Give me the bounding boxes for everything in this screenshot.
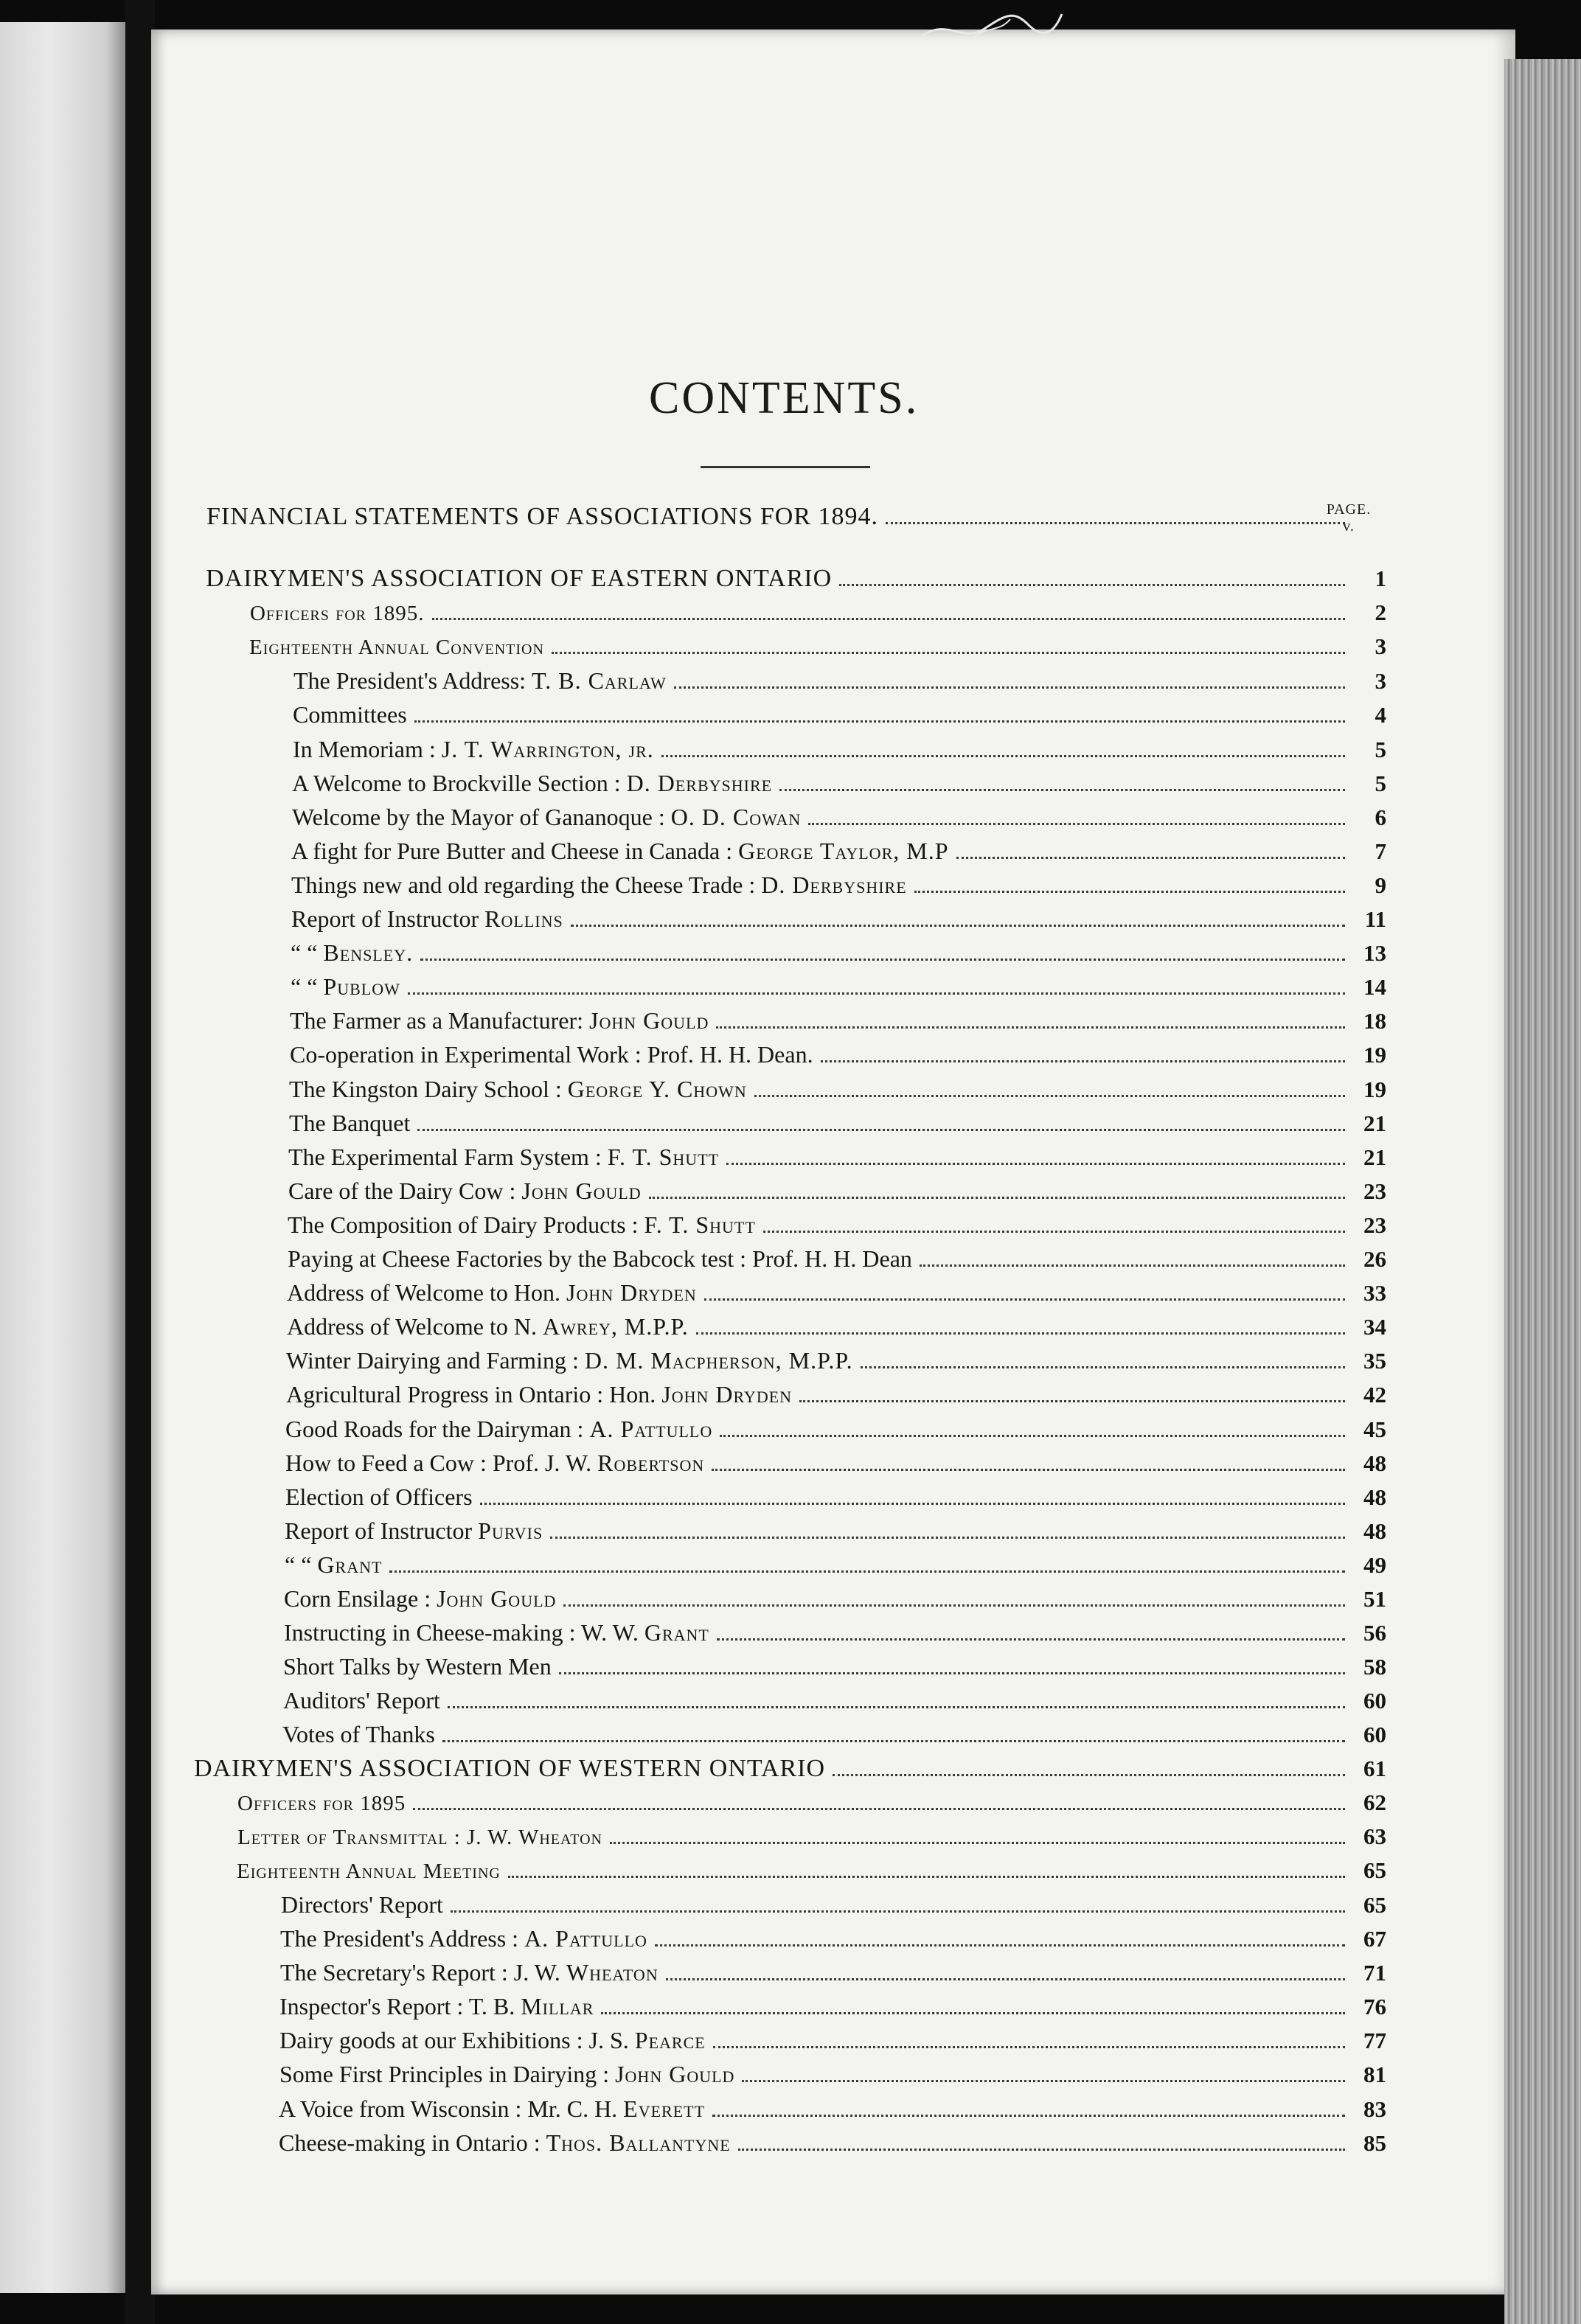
toc-entry-page: 62 xyxy=(1363,1789,1386,1815)
toc-entry-author: Everett xyxy=(623,2095,706,2122)
toc-entry xyxy=(194,1752,1386,1786)
toc-entry-page: 63 xyxy=(1363,1823,1386,1849)
toc-entry-title xyxy=(286,1343,853,1377)
toc-entry xyxy=(279,2057,1386,2091)
book-gutter xyxy=(125,0,155,2324)
toc-entry-author: Bensley. xyxy=(323,939,414,967)
toc-entry-title xyxy=(237,1854,501,1888)
toc-entry-heading: Report of Instructor xyxy=(285,1517,479,1544)
toc-entry-title xyxy=(288,1140,719,1174)
toc-entry-page: 61 xyxy=(1363,1755,1386,1781)
toc-entry-title xyxy=(293,664,667,697)
page-title: CONTENTS. xyxy=(649,373,920,423)
toc-entry-page: 4 xyxy=(1375,702,1386,728)
toc-entry xyxy=(249,630,1386,664)
toc-entry-heading: The President's Address : xyxy=(280,1925,525,1952)
toc-entry-page: 23 xyxy=(1363,1177,1386,1204)
toc-entry-heading: Committees xyxy=(293,701,407,728)
toc-entry xyxy=(285,1514,1386,1548)
toc-entry xyxy=(292,766,1386,800)
dot-leader xyxy=(920,1264,1345,1267)
dot-leader xyxy=(716,1026,1345,1029)
toc-entry-heading: The Secretary's Report : J. W. xyxy=(280,1959,566,1986)
toc-entry xyxy=(291,902,1386,936)
toc-entry-title xyxy=(281,1888,443,1921)
toc-entry-heading: Instructing in Cheese-making : W. W. xyxy=(284,1619,644,1646)
toc-entry-title xyxy=(287,1309,689,1343)
toc-entry-heading: Report of Instructor xyxy=(291,905,485,932)
toc-entry-author: O. D. Cowan xyxy=(670,803,802,830)
toc-entry-heading: A fight for Pure Butter and Cheese in Canada : xyxy=(291,837,739,864)
page-edges xyxy=(1504,59,1581,2324)
toc-entry xyxy=(292,800,1386,834)
toc-entry-title xyxy=(288,1174,642,1208)
toc-entry-title xyxy=(279,2126,731,2160)
toc-entry-page: 83 xyxy=(1363,2095,1386,2122)
toc-entry-title xyxy=(206,562,832,596)
toc-entry xyxy=(279,2023,1386,2057)
page-label: PAGE. xyxy=(1326,501,1372,518)
dot-leader xyxy=(408,992,1345,995)
toc-entry-page: 18 xyxy=(1363,1008,1386,1034)
dot-leader xyxy=(833,1774,1345,1776)
toc-entry xyxy=(280,1955,1386,1989)
dot-leader xyxy=(717,1638,1345,1641)
toc-entry-author: T. B. Carlaw xyxy=(532,667,667,695)
toc-entry-page: 2 xyxy=(1375,599,1386,626)
facing-page-edge xyxy=(0,22,125,2293)
toc-entry-page: 5 xyxy=(1375,736,1386,762)
toc-entry-heading: Welcome by the Mayor of Gananoque : xyxy=(292,803,671,830)
toc-entry-heading: Officers for 1895 xyxy=(237,1791,406,1815)
toc-entry-page: 7 xyxy=(1375,838,1386,864)
toc-entry-heading: Letter of Transmittal : J. W. Wheaton xyxy=(237,1825,602,1849)
toc-entry-page: 33 xyxy=(1363,1280,1386,1307)
toc-entry-author: John Gould xyxy=(589,1007,709,1034)
toc-entry-heading: Address of Welcome to Hon. xyxy=(287,1279,566,1307)
toc-entry-heading: Inspector's Report : T. B. xyxy=(279,1993,521,2020)
toc-entry-page: 48 xyxy=(1363,1483,1386,1510)
dot-leader xyxy=(726,1163,1345,1165)
toc-entry-author: Grant xyxy=(644,1619,709,1646)
toc-entry-page: 45 xyxy=(1363,1416,1386,1442)
toc-entry xyxy=(237,1786,1386,1820)
dot-leader xyxy=(420,959,1345,961)
toc-entry-page: 65 xyxy=(1363,1891,1386,1918)
toc-entry-page: 51 xyxy=(1363,1586,1386,1612)
toc-entry-page: 19 xyxy=(1363,1076,1386,1102)
toc-entry xyxy=(288,1174,1386,1208)
toc-entry-heading: Election of Officers xyxy=(285,1483,473,1510)
dot-leader xyxy=(601,2012,1345,2014)
toc-entry-author: Millar xyxy=(521,1993,594,2020)
toc-entry-heading: Co-operation in Experimental Work : Prof. H. H. Dean. xyxy=(290,1041,813,1068)
toc-entry xyxy=(250,596,1386,630)
toc-entry-heading: The Farmer as a Manufacturer: xyxy=(290,1007,590,1034)
toc-entry-title xyxy=(288,1208,756,1242)
toc-entry-title xyxy=(285,1480,473,1514)
toc-entry-author: J. T. Warrington, jr. xyxy=(441,735,654,762)
toc-entry-author: John Dryden xyxy=(661,1381,793,1408)
toc-entry-author: D. M. Macpherson, M.P.P. xyxy=(584,1347,853,1374)
toc-entry-page: 48 xyxy=(1363,1517,1386,1544)
dot-leader xyxy=(508,1876,1345,1878)
dot-leader xyxy=(704,1298,1345,1301)
toc-entry-title xyxy=(237,1820,602,1854)
toc-entry xyxy=(288,1242,1386,1276)
toc-entry xyxy=(285,1480,1386,1514)
toc-entry-page: 58 xyxy=(1363,1654,1386,1680)
toc-entry-author: John Dryden xyxy=(566,1279,697,1307)
toc-entry xyxy=(280,1921,1386,1955)
dot-leader xyxy=(886,522,1345,524)
page-roman: v. xyxy=(1343,518,1355,535)
toc-entry xyxy=(288,1140,1386,1174)
toc-entry-author: F. T. Shutt xyxy=(607,1143,720,1170)
toc-entry-heading: The Banquet xyxy=(289,1109,411,1136)
toc-entry-title xyxy=(290,1037,813,1071)
toc-entry-heading: In Memoriam : xyxy=(293,735,442,762)
toc-entry-heading: Cheese-making in Ontario : xyxy=(279,2129,546,2156)
toc-entry-title xyxy=(293,697,407,731)
toc-entry-author: Grant xyxy=(317,1551,383,1578)
toc-entry-title xyxy=(288,1242,912,1276)
toc-entry-heading: Good Roads for the Dairyman : xyxy=(285,1415,590,1442)
dot-leader xyxy=(417,1129,1345,1131)
toc-entry-page: 3 xyxy=(1375,633,1386,660)
toc-entry-author: John Gould xyxy=(521,1177,642,1204)
toc-entry-title xyxy=(284,1615,709,1649)
toc-entry-page: 42 xyxy=(1363,1382,1386,1408)
toc-entry-page: 48 xyxy=(1363,1450,1386,1476)
toc-entry-title xyxy=(292,766,772,800)
dot-leader xyxy=(713,2046,1345,2048)
toc-entry-page: 85 xyxy=(1363,2129,1386,2156)
toc-entry-title xyxy=(279,2092,705,2126)
toc-entry-page: 6 xyxy=(1375,804,1386,830)
toc-entry xyxy=(291,936,1386,970)
toc-entry-title xyxy=(289,1106,410,1140)
toc-entry-heading: The President's Address: xyxy=(293,667,532,695)
dot-leader xyxy=(610,1842,1345,1844)
toc-entry-page: 60 xyxy=(1363,1722,1386,1748)
toc-entry xyxy=(284,1582,1386,1615)
toc-entry-author: Thos. Ballantyne xyxy=(546,2129,731,2156)
toc-entry-author: F. T. Shutt xyxy=(644,1211,756,1238)
dot-leader xyxy=(451,1910,1345,1913)
toc-entry-page: 56 xyxy=(1363,1620,1386,1646)
toc-entry-page: 67 xyxy=(1363,1926,1386,1952)
toc-entry xyxy=(289,1072,1386,1106)
toc-entry-page: 71 xyxy=(1363,1960,1386,1986)
toc-entry xyxy=(285,1446,1386,1480)
toc-entry-author: Publow xyxy=(323,973,400,1001)
dot-leader xyxy=(742,2080,1345,2082)
toc-entry xyxy=(237,1854,1386,1888)
dot-leader xyxy=(696,1332,1345,1335)
toc-entry-page: 5 xyxy=(1375,770,1386,796)
dot-leader xyxy=(861,1366,1345,1368)
toc-entry-title xyxy=(194,1752,825,1786)
toc-entry-title xyxy=(279,2023,706,2057)
toc-entry xyxy=(283,1683,1386,1717)
toc-entry xyxy=(293,732,1386,766)
toc-entry-heading: Some First Principles in Dairying : xyxy=(279,2061,616,2088)
toc-entry-heading: Paying at Cheese Factories by the Babcock test : Prof. H. H. Dean xyxy=(288,1245,912,1272)
toc-entry xyxy=(282,1717,1386,1751)
toc-entry-title xyxy=(286,1377,792,1411)
toc-entry-heading: Address of Welcome to N. xyxy=(287,1313,543,1340)
toc-entry-title xyxy=(287,1276,697,1309)
toc-entry-heading: Dairy goods at our Exhibitions : J. S. xyxy=(279,2027,635,2054)
dot-leader xyxy=(956,857,1346,859)
toc-entry-page: 77 xyxy=(1363,2028,1386,2054)
toc-entry-author: George Y. Chown xyxy=(567,1075,747,1102)
toc-entry-title xyxy=(280,1921,647,1955)
dot-leader xyxy=(571,925,1345,927)
dot-leader xyxy=(799,1400,1345,1402)
toc-entry-page: 9 xyxy=(1375,872,1386,898)
toc-entry-title xyxy=(291,834,949,868)
toc-entry xyxy=(293,664,1386,697)
toc-entry-title xyxy=(285,1514,543,1548)
toc-entry-title xyxy=(293,732,654,766)
toc-entry-title xyxy=(283,1683,440,1717)
toc-entry-heading: Winter Dairying and Farming : xyxy=(286,1347,585,1374)
dot-leader xyxy=(712,1469,1345,1471)
toc-entry-heading: Officers for 1895. xyxy=(250,602,425,626)
toc-entry-author: A. Pattullo xyxy=(524,1925,647,1952)
toc-entry-author: Pearce xyxy=(634,2027,706,2054)
toc-entry-heading: The Kingston Dairy School : xyxy=(289,1075,568,1102)
dot-leader xyxy=(754,1095,1345,1097)
toc-entry-title xyxy=(206,500,878,534)
title-rule xyxy=(701,466,870,468)
toc-entry-author: Purvis xyxy=(478,1517,543,1544)
dot-leader xyxy=(442,1740,1345,1742)
toc-entry-page: 21 xyxy=(1363,1144,1386,1170)
dot-leader xyxy=(480,1503,1345,1505)
toc-entry xyxy=(291,834,1386,868)
dot-leader xyxy=(720,1435,1345,1437)
toc-entry-title xyxy=(237,1787,406,1820)
toc-entry-page: 26 xyxy=(1363,1246,1386,1272)
dot-leader xyxy=(655,1944,1345,1946)
toc-entry-author: Wheaton xyxy=(566,1959,659,1986)
toc-entry-author: D. Derbyshire xyxy=(626,769,773,796)
toc-entry-heading: “ “ xyxy=(285,1551,318,1578)
dot-leader xyxy=(389,1570,1345,1573)
toc-entry xyxy=(281,1888,1386,1921)
toc-entry-author: Awrey, M.P.P. xyxy=(542,1313,689,1340)
toc-entry xyxy=(287,1276,1386,1309)
toc-entry-title xyxy=(291,902,563,936)
toc-entry-heading: The Composition of Dairy Products : xyxy=(288,1211,644,1238)
toc-entry xyxy=(237,1820,1386,1854)
toc-entry-title xyxy=(284,1582,556,1615)
toc-entry-heading: Agricultural Progress in Ontario : Hon. xyxy=(286,1381,662,1408)
toc-entry-title xyxy=(285,1446,704,1480)
toc-entry-page: 60 xyxy=(1363,1688,1386,1714)
toc-entry-title xyxy=(250,596,425,630)
dot-leader xyxy=(550,1537,1345,1539)
toc-entry-page: 23 xyxy=(1363,1211,1386,1238)
dot-leader xyxy=(661,755,1345,757)
dot-leader xyxy=(712,2115,1345,2117)
dot-leader xyxy=(738,2149,1345,2151)
toc-entry-title xyxy=(285,1412,712,1446)
toc-entry xyxy=(289,1106,1386,1140)
toc-entry-page: 13 xyxy=(1363,940,1386,967)
dot-leader xyxy=(414,720,1345,723)
toc-entry-heading: Eighteenth Annual Convention xyxy=(249,636,544,660)
toc-entry-title xyxy=(289,1072,747,1106)
toc-entry-title xyxy=(279,1989,594,2023)
toc-entry-author: John Gould xyxy=(615,2061,735,2088)
dot-leader xyxy=(413,1808,1345,1810)
toc-entry-author: Rollins xyxy=(484,905,563,932)
dot-leader xyxy=(839,584,1345,586)
toc-entry-heading: “ “ xyxy=(291,939,324,967)
toc-entry-page: 49 xyxy=(1363,1551,1386,1578)
toc-entry xyxy=(285,1548,1386,1582)
toc-entry-title xyxy=(283,1649,552,1683)
toc-entry-author: George Taylor, M.P xyxy=(738,837,949,864)
toc-entry xyxy=(279,2092,1386,2126)
dot-leader xyxy=(821,1060,1345,1062)
toc-entry-title xyxy=(285,1548,382,1582)
toc-entry-heading: FINANCIAL STATEMENTS OF ASSOCIATIONS FOR 1894. xyxy=(206,503,879,530)
toc-entry-page: 3 xyxy=(1375,668,1386,695)
toc-entry-title xyxy=(279,2057,734,2091)
toc-entry-heading: Corn Ensilage : xyxy=(284,1585,437,1612)
toc-entry-page: 76 xyxy=(1363,1994,1386,2020)
toc-entry xyxy=(206,500,1386,534)
toc-entry-author: John Gould xyxy=(437,1585,557,1612)
toc-entry-heading: A Welcome to Brockville Section : xyxy=(292,769,627,796)
toc-entry xyxy=(286,1343,1386,1377)
dot-leader xyxy=(563,1604,1345,1607)
toc-entry-page: 81 xyxy=(1363,2062,1386,2088)
toc-entry-page: 1 xyxy=(1375,566,1386,591)
dot-leader xyxy=(649,1197,1345,1199)
dot-leader xyxy=(432,618,1345,620)
toc-entry-heading: A Voice from Wisconsin : Mr. C. H. xyxy=(279,2095,624,2122)
toc-entry-page: 19 xyxy=(1363,1042,1386,1068)
toc-entry xyxy=(288,1208,1386,1242)
toc-entry-heading: DAIRYMEN'S ASSOCIATION OF WESTERN ONTARIO xyxy=(194,1754,826,1782)
toc-entry-heading: “ “ xyxy=(291,973,324,1001)
toc-entry-page: 14 xyxy=(1363,974,1386,1001)
toc-entry-heading: Auditors' Report xyxy=(283,1687,440,1714)
toc-entry-heading: Short Talks by Western Men xyxy=(283,1653,552,1680)
dot-leader xyxy=(559,1672,1345,1674)
dot-leader xyxy=(808,823,1345,825)
toc-entry-page: 11 xyxy=(1364,906,1386,932)
toc-entry-heading: Care of the Dairy Cow : xyxy=(288,1177,522,1204)
pencil-mark xyxy=(918,3,1066,47)
toc-entry-heading: Directors' Report xyxy=(281,1890,443,1918)
toc-entry-author: D. Derbyshire xyxy=(761,871,907,898)
dot-leader xyxy=(666,1978,1345,1980)
toc-entry xyxy=(283,1649,1386,1683)
toc-entry xyxy=(290,1003,1386,1037)
toc-entry-heading: DAIRYMEN'S ASSOCIATION OF EASTERN ONTARIO xyxy=(206,565,833,592)
toc-entry xyxy=(293,697,1386,731)
toc-entry-title xyxy=(280,1955,659,1989)
toc-entry-author: Robertson xyxy=(597,1449,705,1476)
toc-entry-heading: Things new and old regarding the Cheese Trade : xyxy=(291,871,762,898)
toc-entry xyxy=(287,1309,1386,1343)
toc-entry-title xyxy=(291,868,907,902)
dot-leader xyxy=(552,652,1345,654)
dot-leader xyxy=(763,1231,1345,1233)
toc-entry-page: 34 xyxy=(1363,1314,1386,1340)
toc-entry-heading: The Experimental Farm System : xyxy=(288,1143,608,1170)
toc-entry xyxy=(286,1377,1386,1411)
toc-entry-title xyxy=(291,936,413,970)
toc-entry xyxy=(279,2126,1386,2160)
toc-entry xyxy=(290,1037,1386,1071)
toc-entry xyxy=(279,1989,1386,2023)
dot-leader xyxy=(674,686,1345,689)
toc-entry-heading: Votes of Thanks xyxy=(282,1721,435,1748)
toc-entry xyxy=(284,1615,1386,1649)
dot-leader xyxy=(779,789,1345,791)
toc-entry xyxy=(285,1412,1386,1446)
toc-entry xyxy=(206,562,1386,596)
toc-entry-author: A. Pattullo xyxy=(589,1415,713,1442)
toc-entry-title xyxy=(292,800,801,834)
toc-entry xyxy=(291,970,1386,1003)
toc-entry-title xyxy=(282,1717,435,1751)
dot-leader xyxy=(448,1706,1345,1708)
toc-entry-heading: Eighteenth Annual Meeting xyxy=(237,1859,501,1883)
toc-entry-title xyxy=(291,970,400,1003)
toc-entry xyxy=(291,868,1386,902)
toc-entry-heading: How to Feed a Cow : Prof. J. W. xyxy=(285,1449,598,1476)
toc-entry-title xyxy=(249,630,544,664)
toc-entry-page: 35 xyxy=(1363,1348,1386,1374)
toc-entry-page: 21 xyxy=(1363,1110,1386,1136)
toc-entry-page: 65 xyxy=(1363,1857,1386,1883)
dot-leader xyxy=(914,891,1345,893)
toc-entry-title xyxy=(290,1003,709,1037)
